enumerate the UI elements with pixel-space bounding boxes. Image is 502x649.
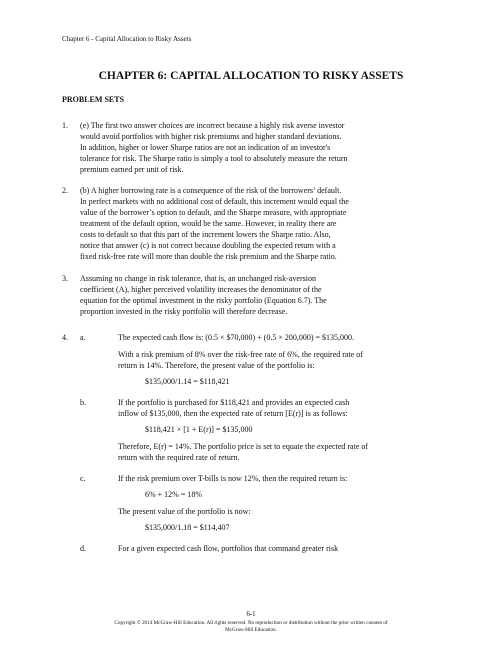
answer-line: coefficient (A), higher perceived volatility increases the denominator of the: [80, 285, 322, 294]
answer-line: If the portfolio is purchased for $118,421 and provides an expected cash: [118, 398, 350, 407]
answer-line: equation for the optimal investment in the risky portfolio (Equation 6.7). The: [80, 296, 327, 305]
answer-line: value of the borrower’s option to default, and the Sharpe measure, with appropriate: [80, 208, 347, 217]
part-label: d.: [80, 544, 86, 553]
answer-line: tolerance for risk. The Sharpe ratio is simply a tool to absolutely measure the return: [80, 154, 348, 163]
equation: $135,000/1.14 = $118,421: [145, 377, 230, 386]
answer-line: With a risk premium of 8% over the risk-free rate of 6%, the required rate of: [118, 350, 363, 359]
answer-line: proportion invested in the risky portfolio will therefore decrease.: [80, 307, 288, 316]
answer-line: In perfect markets with no additional cost of default, this increment would equal the: [80, 197, 349, 206]
answer-line: return is 14%. Therefore, the present value of the portfolio is:: [118, 361, 315, 370]
answer-line: costs to default so that this part of the increment lowers the Sharpe ratio. Also,: [80, 230, 331, 239]
answer-line: treatment of the default option, would be the same. However, in reality there are: [80, 219, 337, 228]
answer-line: The present value of the portfolio is now:: [118, 507, 251, 516]
equation: 6% + 12% = 18%: [145, 490, 203, 499]
answer-line: In addition, higher or lower Sharpe ratios are not an indication of an investor's: [80, 143, 331, 152]
page-number: 6-1: [246, 610, 256, 618]
answer-line: would avoid portfolios with higher risk premiums and higher standard deviations.: [80, 132, 342, 141]
equation: $135,000/1.18 = $114,407: [145, 523, 230, 532]
equation: $118,421 × [1 + E(r)] = $135,000: [145, 425, 253, 434]
answer-line: inflow of $135,000, then the expected rate of return [E(r)] is as follows:: [118, 409, 348, 418]
answer-line: If the risk premium over T-bills is now 12%, then the required return is:: [118, 474, 348, 483]
question-number: 1.: [62, 121, 68, 130]
copyright-line: Copyright © 2014 McGraw-Hill Education. All rights reserved. No reproduction or distribution without the prior written consent of: [114, 620, 388, 626]
answer-line: (e) The first two answer choices are incorrect because a highly risk averse investor: [80, 121, 345, 130]
answer-line: For a given expected cash flow, portfolios that command greater risk: [118, 544, 339, 553]
answer-line: (b) A higher borrowing rate is a consequence of the risk of the borrowers’ default.: [80, 186, 342, 195]
copyright-notice: [0, 620, 502, 634]
section-heading: PROBLEM SETS: [62, 95, 125, 104]
answer-line: Assuming no change in risk tolerance, that is, an unchanged risk-aversion: [80, 274, 316, 283]
answer-line: premium earned per unit of risk.: [80, 165, 184, 174]
part-label: a.: [80, 333, 86, 342]
answer-line: The expected cash flow is: (0.5 × $70,000) + (0.5 × 200,000) = $135,000.: [118, 333, 355, 342]
answer-line: Therefore, E(r) = 14%. The portfolio price is set to equate the expected rate of: [118, 442, 369, 451]
answer-line: fixed risk-free rate will more than double the risk premium and the Sharpe ratio.: [80, 252, 337, 261]
part-label: c.: [80, 474, 86, 483]
chapter-title: CHAPTER 6: CAPITAL ALLOCATION TO RISKY ASSETS: [98, 70, 404, 82]
running-header: Chapter 6 - Capital Allocation to Risky Assets: [62, 35, 192, 43]
question-number: 2.: [62, 186, 68, 195]
question-number: 4.: [62, 333, 68, 342]
copyright-line: McGraw-Hill Education.: [225, 627, 277, 633]
answer-line: return with the required rate of return.: [118, 453, 240, 462]
answer-line: notice that answer (c) is not correct because doubling the expected return with a: [80, 241, 336, 250]
part-label: b.: [80, 398, 86, 407]
question-number: 3.: [62, 274, 68, 283]
